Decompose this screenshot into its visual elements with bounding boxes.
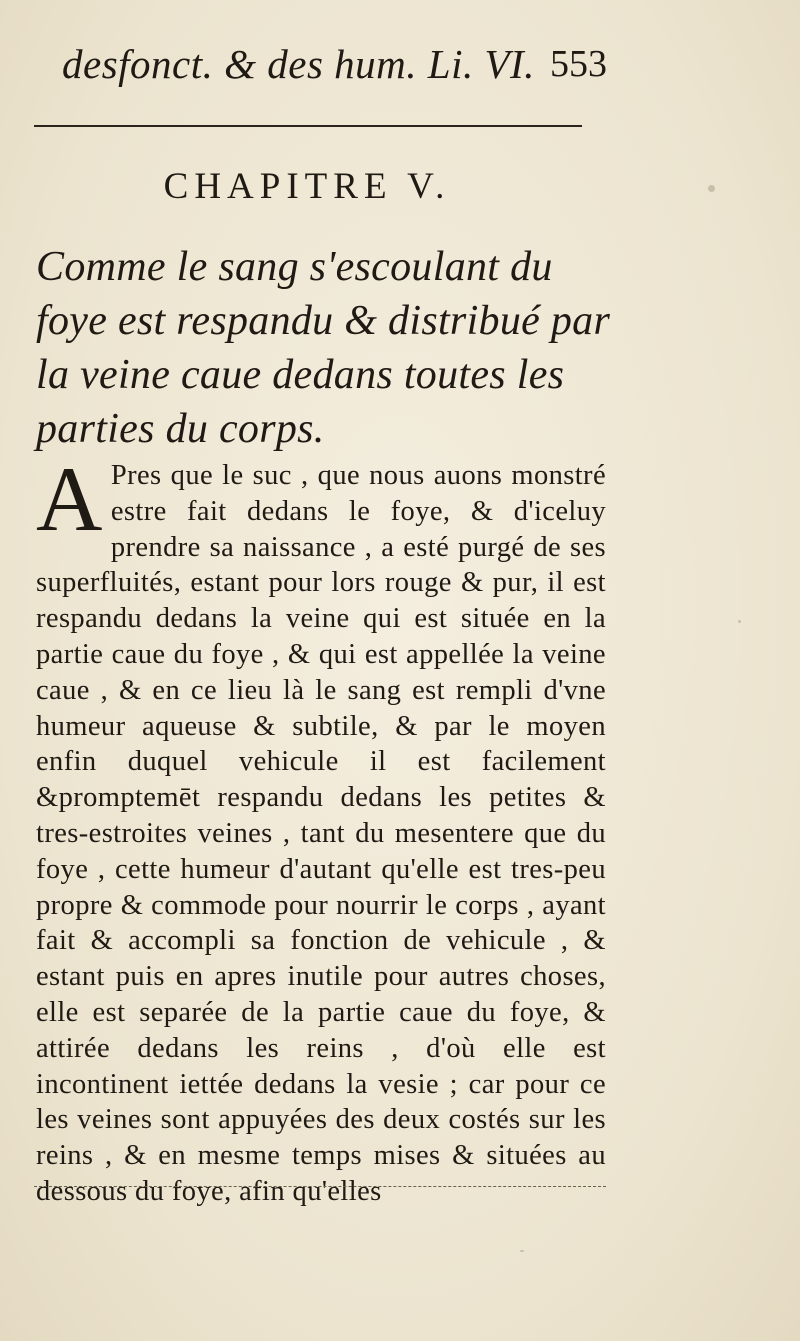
paper-speck bbox=[708, 185, 715, 192]
chapter-subtitle: Comme le sang s'escoulant du foye est respandu & distribué par la veine caue dedans toutes les parties du corps. bbox=[36, 244, 611, 452]
running-head-title: desfonct. & des hum. Li. VI. bbox=[62, 41, 535, 87]
bottom-rule bbox=[34, 1186, 606, 1188]
running-head bbox=[62, 40, 607, 88]
paper-speck bbox=[520, 1250, 524, 1252]
chapter-heading: CHAPITRE V. bbox=[163, 166, 451, 207]
drop-cap: A bbox=[36, 448, 103, 550]
body-text: Pres que le suc , que nous auons monstré estre fait dedans le foye, & d'iceluy prendre sa naissance , a esté purgé de ses superfluités, estant pour lors rouge & pur, il est respandu dedans la veine qui est située en la partie caue du foye , & qui est appellée la veine caue , & en ce lieu là le sang est rempli d'vne humeur aqueuse & subtile, & par le moyen enfin duquel vehicule il est facilement &promptemēt respandu dedans les petites & tres-estroites veines , tant du mesentere que du foye , cette humeur d'autant qu'elle est tres-peu propre & commode pour nourrir le corps , ayant fait & accompli sa fonction de vehicule , & estant puis en apres inutile pour autres choses, elle est separée de la partie caue du foye, & attirée dedans les reins , d'où elle est incontinent iettée dedans la vesie ; car pour ce les veines sont appuyées des deux costés sur les reins , & en mesme temps mises & situées au dessous du foye, afin qu'elles bbox=[36, 460, 606, 1207]
paper-speck bbox=[738, 620, 741, 623]
header-rule bbox=[34, 125, 582, 127]
body-paragraph bbox=[36, 448, 606, 1210]
page-number: 553 bbox=[550, 43, 607, 85]
